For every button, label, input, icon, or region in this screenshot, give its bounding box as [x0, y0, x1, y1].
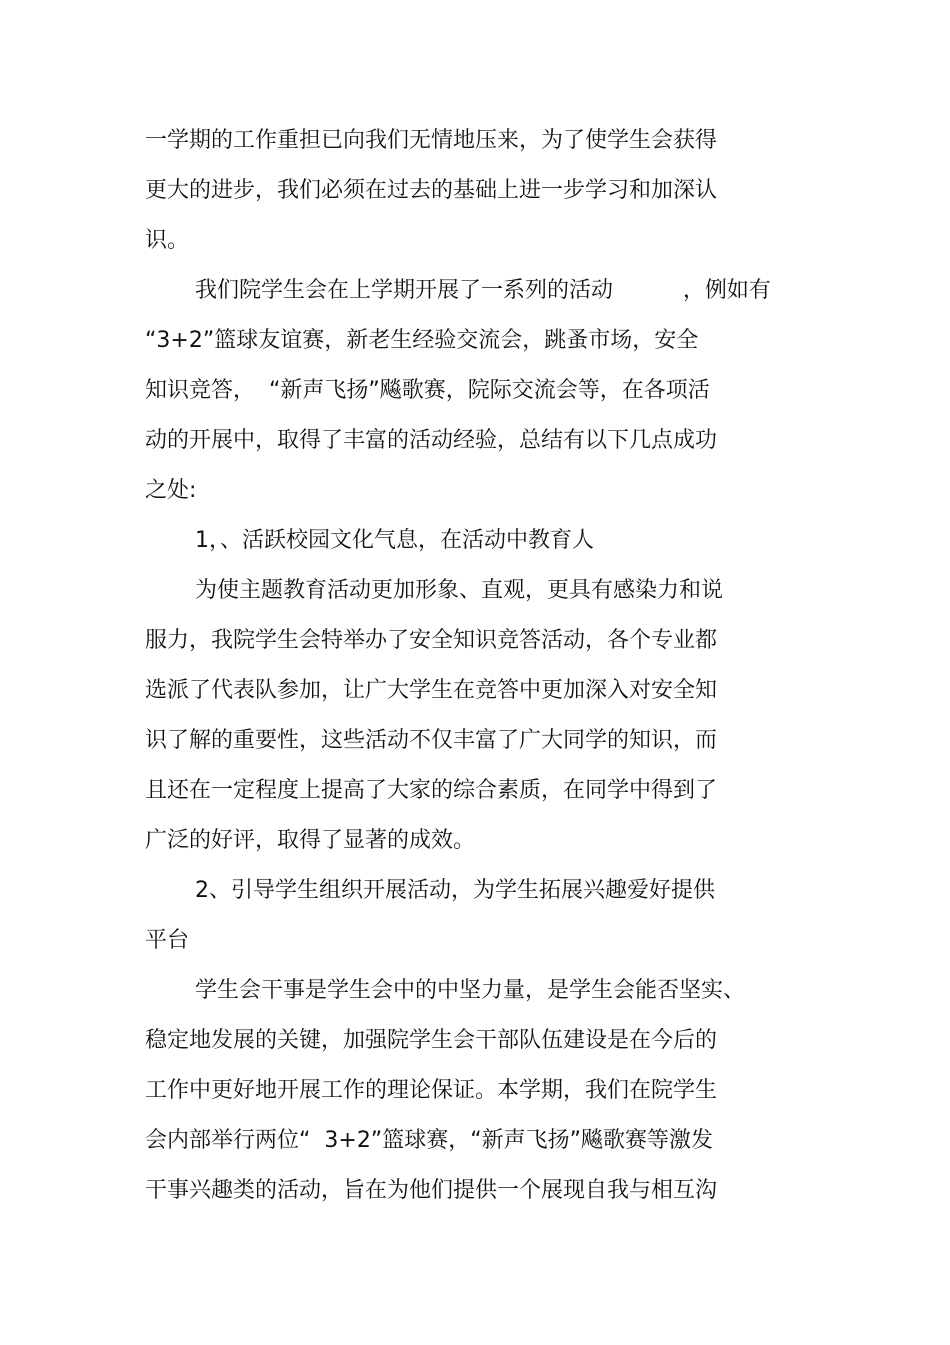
section-heading-2-continued: 平台	[145, 928, 190, 953]
text-line: 工作中更好地开展工作的理论保证。本学期，我们在院学生	[145, 1078, 718, 1103]
text-line: 广泛的好评，取得了显著的成效。	[145, 828, 476, 853]
text-line: “3+2”篮球友谊赛，新老生经验交流会，跳蚤市场，安全	[145, 328, 699, 353]
text-line: 一学期的工作重担已向我们无情地压来，为了使学生会获得	[145, 128, 718, 153]
paragraph-start-line: 为使主题教育活动更加形象、直观，更具有感染力和说	[195, 578, 724, 603]
paragraph-start-line: 学生会干事是学生会中的中坚力量，是学生会能否坚实、	[195, 978, 746, 1003]
text-line: 稳定地发展的关键，加强院学生会干部队伍建设是在今后的	[145, 1028, 718, 1053]
text-line: 知识竞答， “新声飞扬”飚歌赛，院际交流会等，在各项活	[145, 378, 710, 403]
text-line: 识。	[145, 228, 190, 253]
text-line: 服力，我院学生会特举办了安全知识竞答活动，各个专业都	[145, 628, 718, 653]
text-line: 之处:	[145, 478, 197, 503]
text-line: 且还在一定程度上提高了大家的综合素质，在同学中得到了	[145, 778, 718, 803]
text-line: 更大的进步，我们必须在过去的基础上进一步学习和加深认	[145, 178, 718, 203]
paragraph-start-line: 我们院学生会在上学期开展了一系列的活动 ，例如有	[195, 278, 771, 303]
text-line: 干事兴趣类的活动，旨在为他们提供一个展现自我与相互沟	[145, 1178, 718, 1203]
text-line: 识了解的重要性，这些活动不仅丰富了广大同学的知识，而	[145, 728, 718, 753]
section-heading-2: 2、引导学生组织开展活动，为学生拓展兴趣爱好提供	[195, 878, 715, 903]
text-line: 会内部举行两位“ 3+2”篮球赛，“新声飞扬”飚歌赛等激发	[145, 1128, 714, 1153]
text-line: 选派了代表队参加，让广大学生在竞答中更加深入对安全知	[145, 678, 718, 703]
text-line: 动的开展中，取得了丰富的活动经验，总结有以下几点成功	[145, 428, 718, 453]
section-heading-1: 1，、活跃校园文化气息，在活动中教育人	[195, 528, 594, 553]
